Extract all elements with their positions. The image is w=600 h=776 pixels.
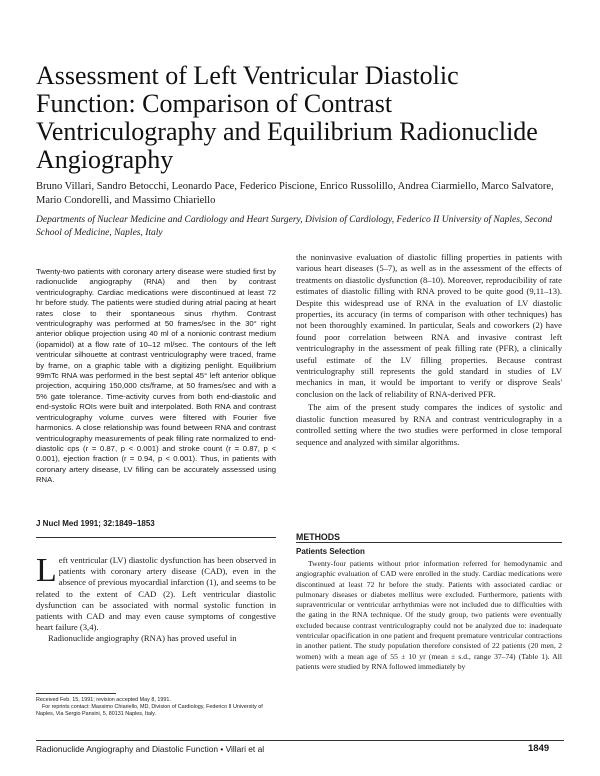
affiliation: Departments of Nuclear Medicine and Cardiology and Heart Surgery, Division of Cardiology, Federico II University of Naples, Second School of Medicine, Naples, Italy <box>36 215 553 238</box>
reprint-note: For reprints contact: Massimo Chiariello, MD, Division of Cardiology, Federico II University of Naples, Via Sergio Pansini, 5, 80131 Naples, Italy. <box>36 704 263 717</box>
footnote-divider <box>36 693 116 694</box>
methods-divider <box>296 542 562 543</box>
intro-paragraph-1-text: eft ventricular (LV) diastolic dysfunction has been observed in patients with coronary artery disease (CAD), even in the absence of previous myocardial infarction (1), and seems to be related to the extent of CAD (2). Left ventricular diastolic dysfunction can be associated with normal systolic function in patients with CAD and may even cause symptoms of congestive heart failure (3,4). <box>36 555 276 633</box>
introduction <box>36 552 276 645</box>
article-title: Assessment of Left Ventricular Diastolic Function: Comparison of Contrast Ventriculography and Equilibrium Radionuclide Angiography <box>36 61 538 174</box>
intro-paragraph <box>36 552 276 633</box>
footnotes <box>36 697 276 718</box>
running-title: Radionuclide Angiography and Diastolic Function • Villari et al <box>36 744 265 754</box>
abstract: Twenty-two patients with coronary artery disease were studied first by radionuclide angiography (RNA) and then by contrast ventriculography. Cardiac medications were discontinued at least 72 hr before study. The patients were studied during atrial pacing at heart rates close to their spontaneous sinus rhythm. Contrast ventriculography was performed at 50 frames/sec in the 30° right anterior oblique projection using 40 ml of a nonionic contrast medium (iopamidol) at a flow rate of 10–12 ml/sec. The contours of the left ventricular silhouette at contrast ventriculography were traced, frame by frame, on a graphic table with a digitizing penlight. Equilibrium 99mTc RNA was performed in the best septal 45° left anterior oblique projection, acquiring 150,000 cts/frame, at 50 frames/sec and with a 5% gate tolerance. Time-activity curves from both end-diastolic and end-systolic ROIs were built and interpolated. Both RNA and contrast ventriculography volume curves were filtered with Fourier five harmonics. A close relationship was found between RNA and contrast ventriculography measurements of peak filling rate normalized to end-diastolic cps (r = 0.87, p < 0.001) and stroke count (r = 0.87, p < 0.001), ejection fraction (r = 0.94, p < 0.001). Thus, in patients with coronary artery disease, LV filling can be accurately assessed using RNA. <box>36 267 276 485</box>
abstract-divider <box>36 537 276 538</box>
footer-divider <box>36 740 564 741</box>
page-number: 1849 <box>528 743 550 754</box>
journal-citation: J Nucl Med 1991; 32:1849–1853 <box>36 519 155 528</box>
intro-paragraph-2: Radionuclide angiography (RNA) has proved useful in <box>48 633 237 644</box>
methods-paragraph: Twenty-four patients without prior information referred for hemodynamic and angiographic evaluation of CAD were enrolled in the study. Cardiac medications were discontinued at least 72 hr before the study. Patients with associated cardiac or pulmonary diseases or diabetes mellitus were excluded. Furthermore, patients with supraventricular or ventricular arrhythmias were not included due to difficulties with the gating in the RNA technique. Of the study group, two patients were eventually excluded because contrast ventriculography could not be analyzed due to: inadequate ventricular opacification in one patient and frequent premature ventricular contractions in another patient. The study population therefore consisted of 22 patients (20 men, 2 women) with a mean age of 55 ± 10 yr (mean ± s.d., range 37–74) (Table 1). All patients were studied by RNA followed immediately by <box>296 559 562 671</box>
received-note: Received Feb. 15, 1991; revision accepted May 8, 1991. <box>36 697 171 703</box>
author-list: Bruno Villari, Sandro Betocchi, Leonardo Pace, Federico Piscione, Enrico Russolillo, Andrea Ciarmiello, Marco Salvatore, Mario Condorelli, and Massimo Chiariello <box>36 181 554 206</box>
right-column-text <box>296 252 562 448</box>
methods-heading: METHODS <box>296 532 340 542</box>
drop-cap: L <box>36 552 57 589</box>
body-paragraph-1: the noninvasive evaluation of diastolic filling properties in patients with various heart diseases (5–7), as well as in the assessment of the effects of treatments on diastolic dysfunction (8–10). Moreover, reproducibility of rate estimates of diastolic filling with RNA proved to be quite good (9,11–13). Despite this widespread use of RNA in the evaluation of LV diastolic properties, its accuracy (in terms of comparison with other techniques) has not been thoroughly examined. In particular, Seals and coworkers (2) have found poor correlation between RNA and invasive contrast left ventriculography in the assessment of peak filling rate (PFR), a clinically useful estimate of the LV filling properties. Because contrast ventriculography still represents the gold standard in studies of LV mechanics in man, it would be important to verify or disprove Seals' conclusion on the lack of reliability of RNA-derived PFR. <box>296 252 562 399</box>
patients-selection-heading: Patients Selection <box>296 547 365 556</box>
body-paragraph-2: The aim of the present study compares the indices of systolic and diastolic function measured by RNA and contrast ventriculography in a controlled setting where the two studies were performed in close temporal sequence and analyzed with similar algorithms. <box>296 402 562 447</box>
